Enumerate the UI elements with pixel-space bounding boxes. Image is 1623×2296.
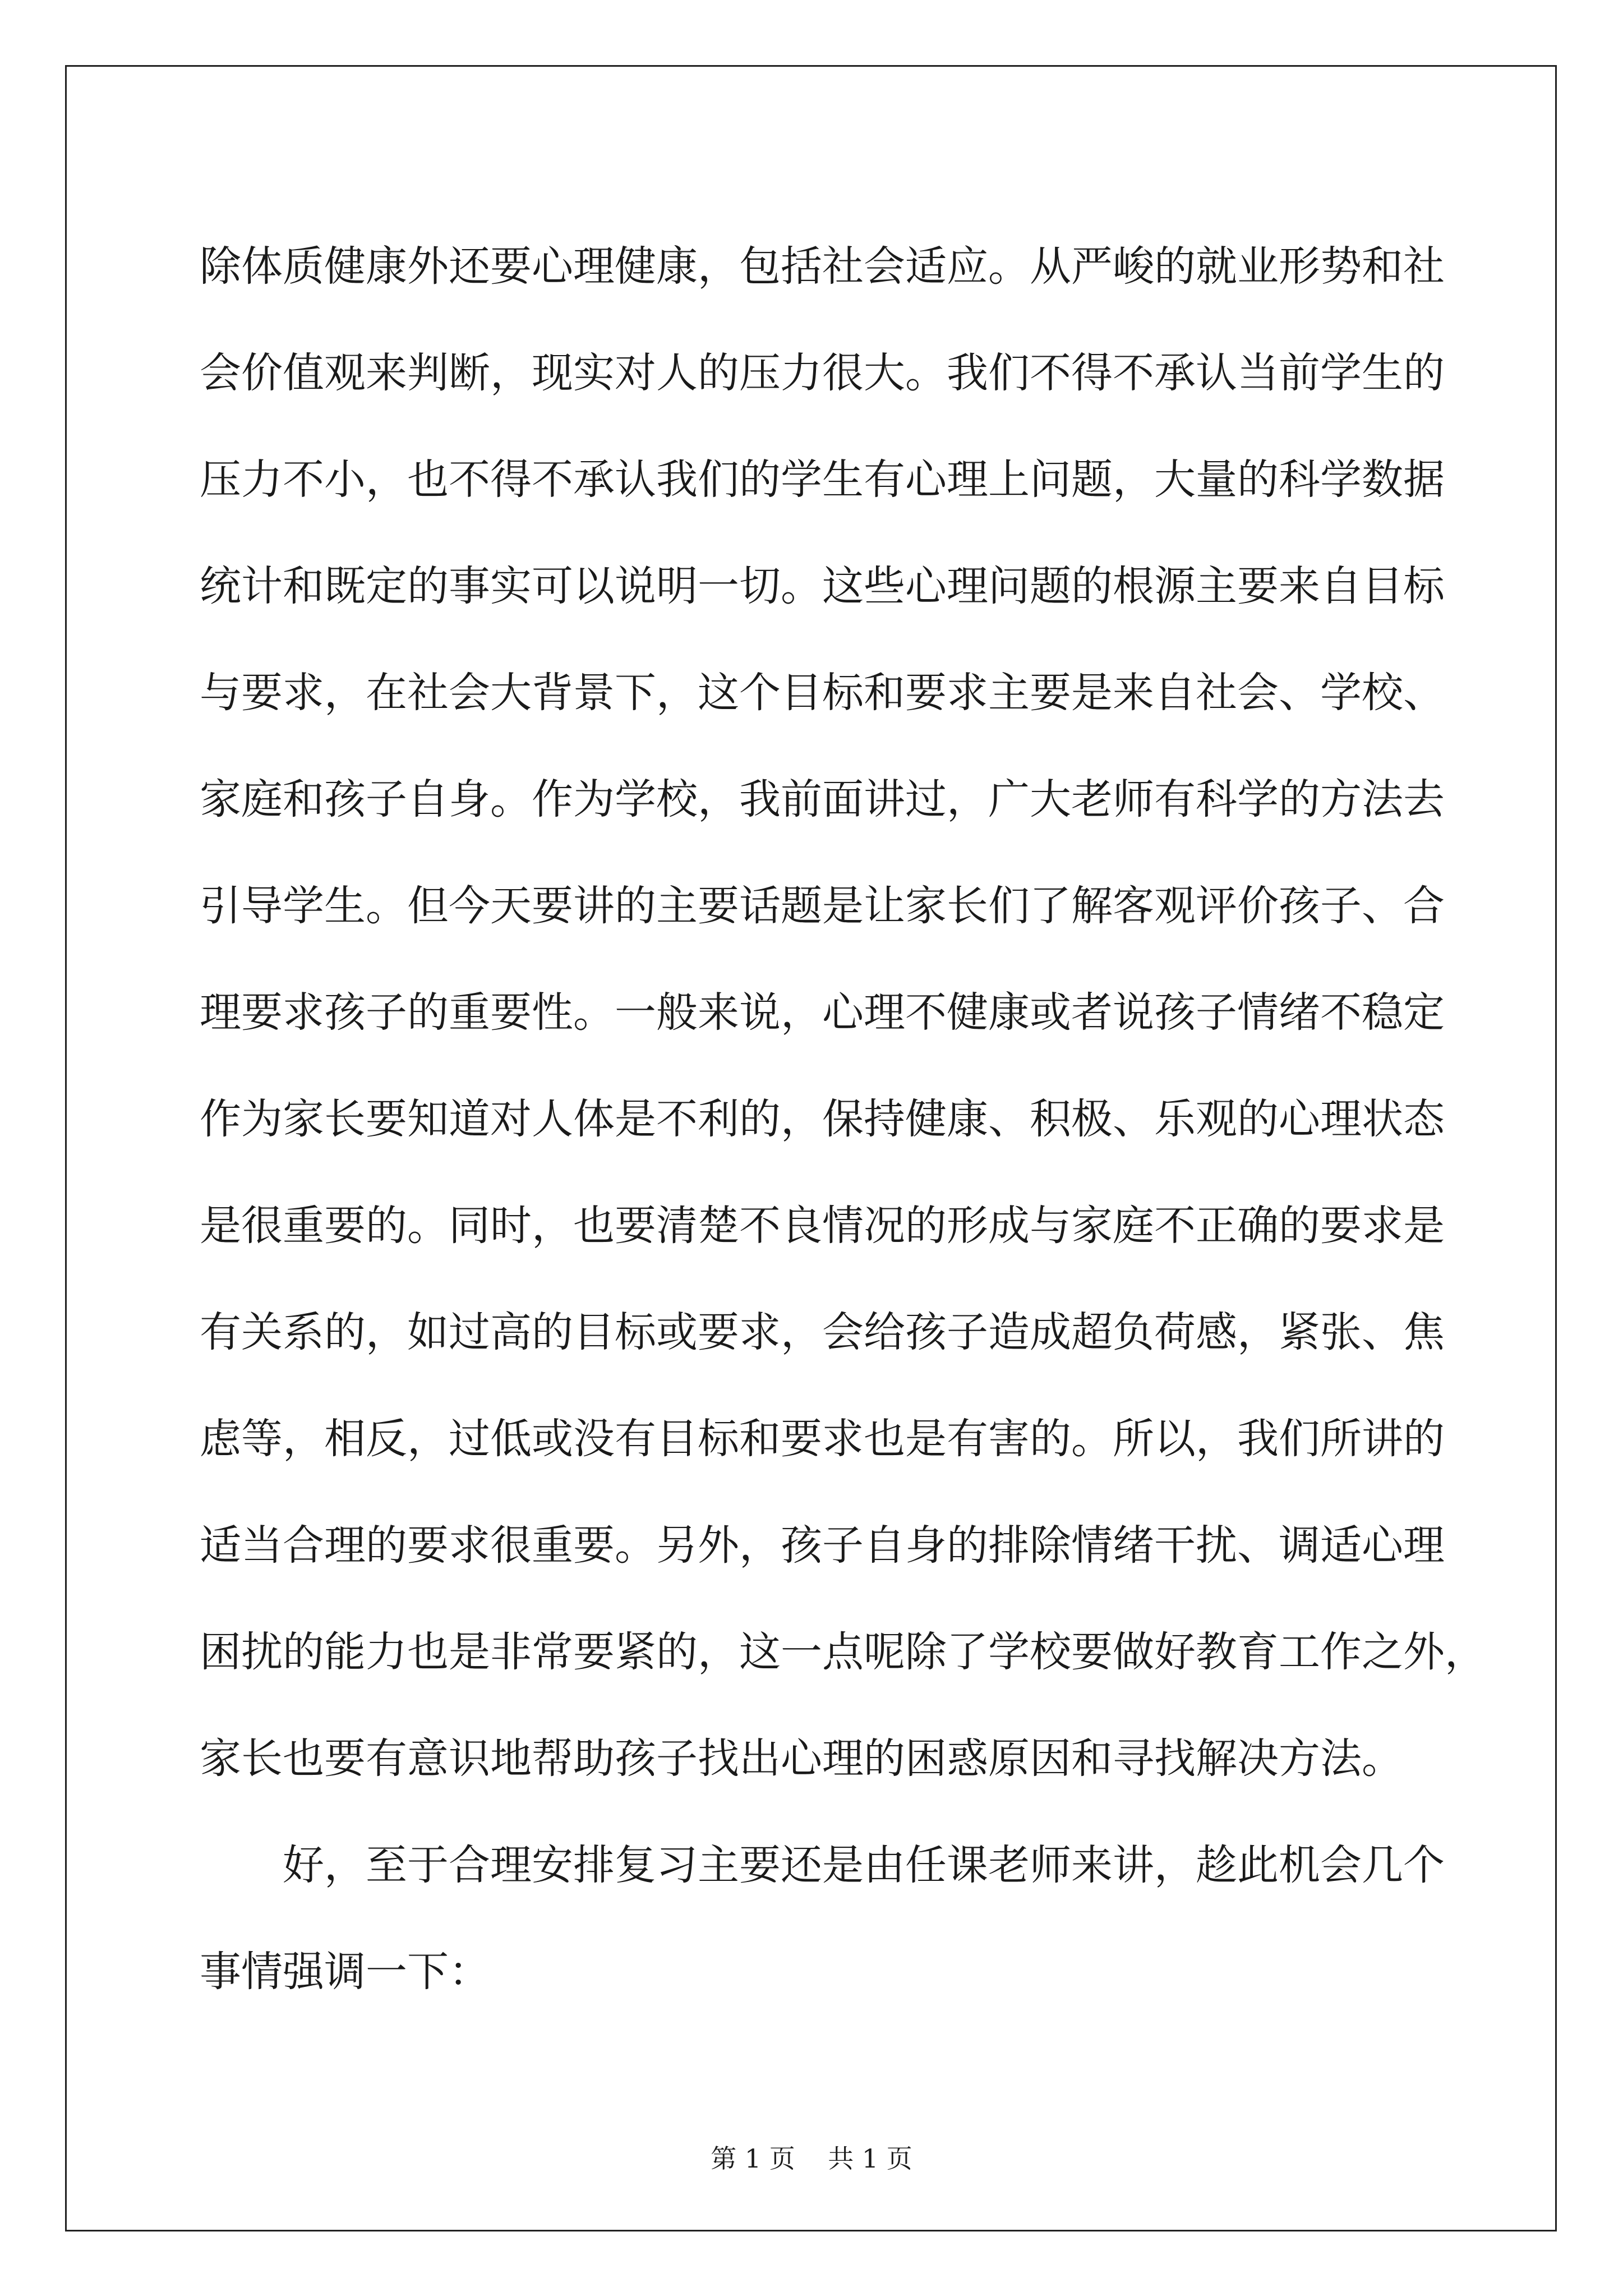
text-line: 适当合理的要求很重要。另外，孩子自身的排除情绪干扰、调适心理 [200,1521,1445,1570]
text-line: 事情强调一下： [200,1948,490,1996]
text-line: 理要求孩子的重要性。一般来说，心理不健康或者说孩子情绪不稳定 [200,988,1445,1037]
text-line: 家庭和孩子自身。作为学校，我前面讲过，广大老师有科学的方法去 [200,775,1445,823]
text-line: 会价值观来判断，现实对人的压力很大。我们不得不承认当前学生的 [200,349,1445,397]
document-body [200,213,1486,2025]
text-line: 除体质健康外还要心理健康，包括社会适应。从严峻的就业形势和社 [200,242,1445,291]
text-line: 有关系的，如过高的目标或要求，会给孩子造成超负荷感，紧张、焦 [200,1308,1445,1356]
text-line: 家长也要有意识地帮助孩子找出心理的困惑原因和寻找解决方法。 [200,1734,1403,1783]
text-line: 压力不小，也不得不承认我们的学生有心理上问题，大量的科学数据 [200,455,1445,504]
text-line: 好，至于合理安排复习主要还是由任课老师来讲，趁此机会几个 [283,1841,1445,1889]
page-footer [0,2142,1623,2175]
text-line: 作为家长要知道对人体是不利的，保持健康、积极、乐观的心理状态 [200,1095,1445,1143]
text-line: 统计和既定的事实可以说明一切。这些心理问题的根源主要来自目标 [200,562,1445,610]
text-line: 困扰的能力也是非常要紧的，这一点呢除了学校要做好教育工作之外， [200,1628,1486,1676]
page-total: 共 1 页 [828,2143,912,2174]
text-line: 是很重要的。同时，也要清楚不良情况的形成与家庭不正确的要求是 [200,1202,1445,1250]
text-line: 与要求，在社会大背景下，这个目标和要求主要是来自社会、学校、 [200,669,1445,717]
text-line: 引导学生。但今天要讲的主要话题是让家长们了解客观评价孩子、合 [200,882,1445,930]
page-number: 第 1 页 [711,2143,795,2174]
text-line: 虑等，相反，过低或没有目标和要求也是有害的。所以，我们所讲的 [200,1415,1445,1463]
